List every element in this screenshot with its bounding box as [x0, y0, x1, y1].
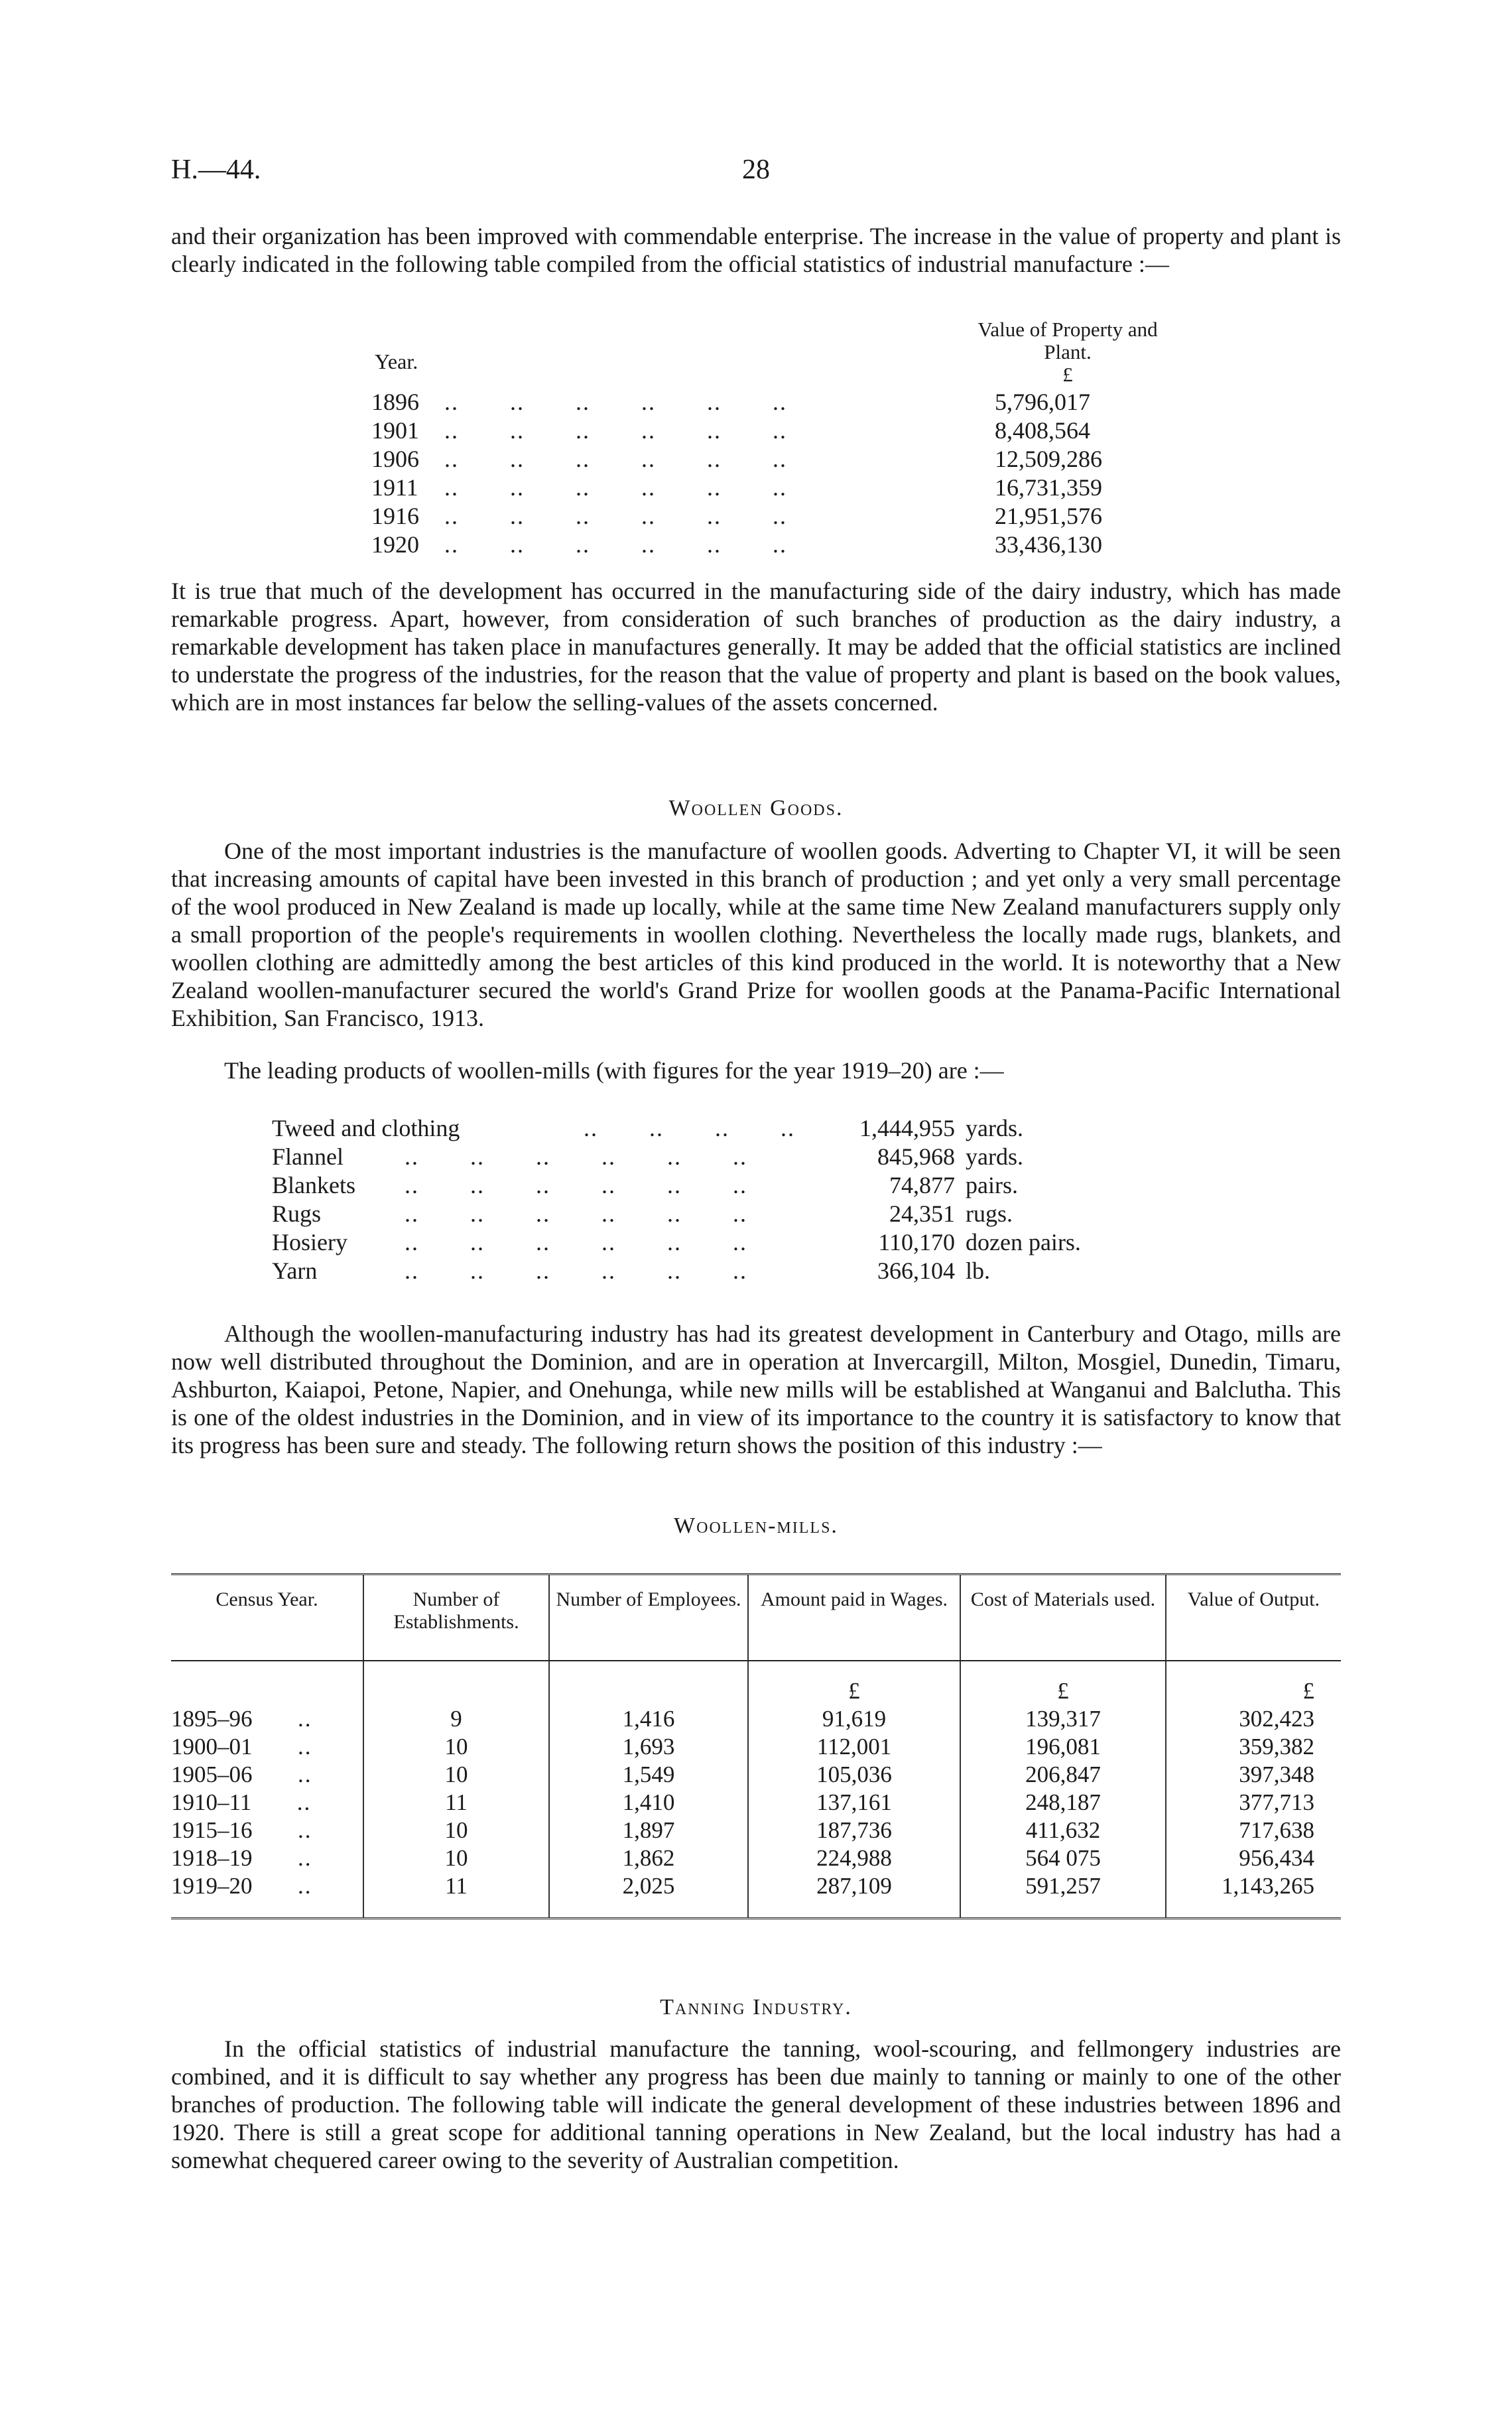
year-cell: 1920	[371, 531, 419, 558]
currency-row	[171, 1661, 1341, 1705]
year-cell	[171, 1872, 363, 1919]
wages-cell: 105,036	[748, 1761, 960, 1789]
year-cell: 1901	[371, 417, 419, 444]
value-cell: 12,509,286	[995, 446, 1102, 472]
census-year: 1905–06	[171, 1762, 253, 1787]
leader-dots: .. .. .. .. .. ..	[444, 446, 787, 472]
leader-dots: .. .. .. .. .. ..	[405, 1229, 747, 1255]
mills-locations-paragraph: Although the woollen-manufacturing industry has had its greatest development in Canterbury and Otago, mills are now well distributed throughout the Dominion, and are in operation at Invercargill, Milton, Mosgiel, Dunedin, Timaru, Ashburton, Kaiapoi, Petone, Napier, and Onehunga, while new mills will be established at Wanganui and Balclutha. This is one of the oldest industries in the Dominion, and in view of its importance to the country it is satisfactory to know that its progress has been sure and steady. The following return shows the position of this industry :—	[171, 1320, 1341, 1458]
leader-dots: .. .. .. .. .. ..	[444, 417, 787, 444]
census-year: 1918–19	[171, 1845, 253, 1871]
year-cell: 1906	[371, 446, 419, 472]
product-unit: pairs.	[966, 1172, 1018, 1198]
product-name: Blankets	[272, 1172, 355, 1198]
employees-cell: 1,693	[549, 1733, 748, 1761]
year-cell: 1916	[371, 503, 419, 529]
output-cell: 1,143,265	[1166, 1872, 1341, 1919]
wages-cell: 112,001	[748, 1733, 960, 1761]
product-unit: yards.	[966, 1115, 1023, 1141]
employees-cell: 1,410	[549, 1789, 748, 1817]
leader-dots: .. .. .. .. .. ..	[405, 1257, 747, 1284]
employees-cell: 1,416	[549, 1705, 748, 1733]
product-value: 24,351	[889, 1200, 955, 1227]
leader-dots: .. .. .. .. .. ..	[405, 1143, 747, 1170]
output-cell: 377,713	[1166, 1789, 1341, 1817]
products-intro: The leading products of woollen-mills (with figures for the year 1919–20) are :—	[224, 1057, 1004, 1084]
establishments-cell: 9	[363, 1705, 549, 1733]
woollen-goods-heading: Woollen Goods.	[668, 796, 844, 820]
leader-dots: ..	[296, 1789, 312, 1815]
empty-cell	[549, 1661, 748, 1705]
empty-cell	[363, 1661, 549, 1705]
table-row	[171, 1817, 1341, 1844]
table-row	[371, 417, 1200, 445]
list-item: Tweed and clothing .. .. .. .. 1,444,955 yards.	[272, 1114, 1138, 1143]
table-row	[171, 1761, 1341, 1789]
leader-dots: .. .. .. .. .. ..	[405, 1172, 747, 1198]
leader-dots: ..	[298, 1734, 312, 1760]
product-unit: dozen pairs.	[966, 1229, 1081, 1255]
establishments-cell: 10	[363, 1761, 549, 1789]
output-cell: 717,638	[1166, 1817, 1341, 1844]
employees-cell: 2,025	[549, 1872, 748, 1919]
column-header: Value of Output.	[1166, 1574, 1341, 1661]
census-year: 1915–16	[171, 1817, 253, 1843]
woollen-mills-table	[171, 1573, 1341, 1919]
currency-cell: £	[960, 1661, 1166, 1705]
leader-dots: .. .. .. .. .. ..	[444, 503, 787, 529]
document-reference: H.—44.	[171, 155, 261, 185]
product-value: 366,104	[877, 1257, 955, 1284]
leader-dots: .. .. .. .. .. ..	[444, 389, 787, 415]
product-name: Flannel	[272, 1143, 344, 1170]
list-item	[272, 1228, 1138, 1257]
establishments-cell: 10	[363, 1733, 549, 1761]
product-name: Hosiery	[272, 1229, 347, 1255]
column-header: Cost of Materials used.	[960, 1574, 1166, 1661]
value-cell: 8,408,564	[995, 417, 1090, 444]
wages-cell: 287,109	[748, 1872, 960, 1919]
property-value-header	[975, 318, 1161, 386]
output-cell: 302,423	[1166, 1705, 1341, 1733]
year-cell	[171, 1844, 363, 1872]
wages-cell: 224,988	[748, 1844, 960, 1872]
table-row	[371, 445, 1200, 474]
list-item	[272, 1257, 1138, 1285]
leader-dots: ..	[298, 1706, 312, 1732]
tanning-paragraph: In the official statistics of industrial manufacture the tanning, wool-scouring, and fellmongery industries are combined, and it is difficult to say whether any progress has been due mainly to tanning or mainly to one of the other branches of production. The following table will indicate the general development of these industries between 1896 and 1920. There is still a great scope for additional tanning operations in New Zealand, but the local industry has had a somewhat chequered career owing to the severity of Australian competition.	[171, 2035, 1341, 2173]
year-cell: 1911	[371, 474, 418, 501]
property-year-header: Year.	[375, 350, 418, 373]
product-unit: yards.	[966, 1143, 1023, 1170]
woollen-paragraph: One of the most important industries is the manufacture of woollen goods. Adverting to Chapter VI, it will be seen that increasing amounts of capital have been invested in this branch of production ; and yet only a very small percentage of the wool produced in New Zealand is made up locally, while at the same time New Zealand manufacturers supply only a small proportion of the people's requirements in woollen clothing. Nevertheless the locally made rugs, blankets, and woollen clothing are admittedly among the best articles of this kind produced in the world. It is noteworthy that a New Zealand woollen-manufacturer secured the world's Grand Prize for woollen goods at the Panama-Pacific International Exhibition, San Francisco, 1913.	[171, 838, 1341, 1031]
materials-cell: 248,187	[960, 1789, 1166, 1817]
column-header: Number of Establishments.	[363, 1574, 549, 1661]
employees-cell: 1,549	[549, 1761, 748, 1789]
property-table	[371, 388, 1200, 559]
wages-cell: 137,161	[748, 1789, 960, 1817]
product-value: 845,968	[877, 1143, 955, 1170]
year-cell: 1896	[371, 389, 419, 415]
table-row	[171, 1705, 1341, 1733]
establishments-cell: 11	[363, 1872, 549, 1919]
materials-cell: 591,257	[960, 1872, 1166, 1919]
leader-dots: ..	[298, 1873, 312, 1899]
list-item	[272, 1143, 1138, 1171]
materials-cell: 411,632	[960, 1817, 1166, 1844]
year-cell	[171, 1761, 363, 1789]
establishments-cell: 11	[363, 1789, 549, 1817]
product-name: Yarn	[272, 1257, 318, 1284]
employees-cell: 1,897	[549, 1817, 748, 1844]
page-number: 28	[742, 155, 770, 185]
census-year: 1919–20	[171, 1873, 253, 1899]
output-cell: 397,348	[1166, 1761, 1341, 1789]
product-unit: rugs.	[966, 1200, 1013, 1227]
currency-cell: £	[748, 1661, 960, 1705]
leader-dots: ..	[298, 1817, 312, 1843]
year-cell	[171, 1705, 363, 1733]
table-row	[171, 1872, 1341, 1919]
value-header-text: Value of Property and Plant.	[977, 318, 1158, 363]
value-cell: 5,796,017	[995, 389, 1090, 415]
year-cell	[171, 1733, 363, 1761]
leader-dots: .. .. .. .. .. ..	[444, 474, 787, 501]
list-item	[272, 1200, 1138, 1228]
table-row	[171, 1733, 1341, 1761]
leader-dots: ..	[298, 1762, 312, 1787]
product-unit: lb.	[966, 1257, 991, 1284]
wages-cell: 91,619	[748, 1705, 960, 1733]
census-year: 1910–11	[171, 1789, 252, 1815]
product-value: 74,877	[889, 1172, 955, 1198]
product-value: 110,170	[878, 1229, 955, 1255]
census-year: 1895–96	[171, 1706, 253, 1732]
output-cell: 956,434	[1166, 1844, 1341, 1872]
leader-dots: .. .. .. ..	[584, 1115, 795, 1141]
tanning-heading: Tanning Industry.	[660, 1995, 852, 2019]
table-row	[371, 531, 1200, 559]
currency-cell: £	[1166, 1661, 1341, 1705]
year-cell	[171, 1817, 363, 1844]
materials-cell: 196,081	[960, 1733, 1166, 1761]
materials-cell: 564 075	[960, 1844, 1166, 1872]
table-row	[371, 474, 1200, 502]
value-cell: 16,731,359	[995, 474, 1102, 501]
table-header-row	[171, 1574, 1341, 1661]
establishments-cell: 10	[363, 1844, 549, 1872]
leader-dots: .. .. .. .. .. ..	[444, 531, 787, 558]
page-header	[171, 154, 1341, 194]
product-value: 1,444,955	[859, 1115, 955, 1141]
product-name: Rugs	[272, 1200, 322, 1227]
column-header: Amount paid in Wages.	[748, 1574, 960, 1661]
table-row	[171, 1844, 1341, 1872]
table-row	[171, 1789, 1341, 1817]
table-row	[371, 388, 1200, 417]
materials-cell: 206,847	[960, 1761, 1166, 1789]
census-year: 1900–01	[171, 1734, 253, 1760]
wages-cell: 187,736	[748, 1817, 960, 1844]
currency-symbol: £	[1062, 363, 1073, 386]
leader-dots: ..	[298, 1845, 312, 1871]
materials-cell: 139,317	[960, 1705, 1166, 1733]
column-header: Number of Employees.	[549, 1574, 748, 1661]
establishments-cell: 10	[363, 1817, 549, 1844]
column-header: Census Year.	[171, 1574, 363, 1661]
products-list	[272, 1114, 1138, 1285]
employees-cell: 1,862	[549, 1844, 748, 1872]
empty-cell	[171, 1661, 363, 1705]
list-item	[272, 1171, 1138, 1200]
dairy-paragraph: It is true that much of the development has occurred in the manufacturing side of the dairy industry, which has made remarkable progress. Apart, however, from consideration of such branches of production as the dairy industry, a remarkable development has taken place in manufactures generally. It may be added that the official statistics are inclined to understate the progress of the industries, for the reason that the value of property and plant is based on the book values, which are in most instances far below the selling-values of the assets concerned.	[171, 578, 1341, 716]
value-cell: 33,436,130	[995, 531, 1102, 558]
year-cell	[171, 1789, 363, 1817]
woollen-mills-heading: Woollen-mills.	[674, 1513, 838, 1538]
value-cell: 21,951,576	[995, 503, 1102, 529]
leader-dots: .. .. .. .. .. ..	[405, 1200, 747, 1227]
table-row	[371, 502, 1200, 531]
output-cell: 359,382	[1166, 1733, 1341, 1761]
intro-paragraph: and their organization has been improved with commendable enterprise. The increase in the value of property and plant is clearly indicated in the following table compiled from the official statistics of industrial manufacture :—	[171, 223, 1341, 277]
